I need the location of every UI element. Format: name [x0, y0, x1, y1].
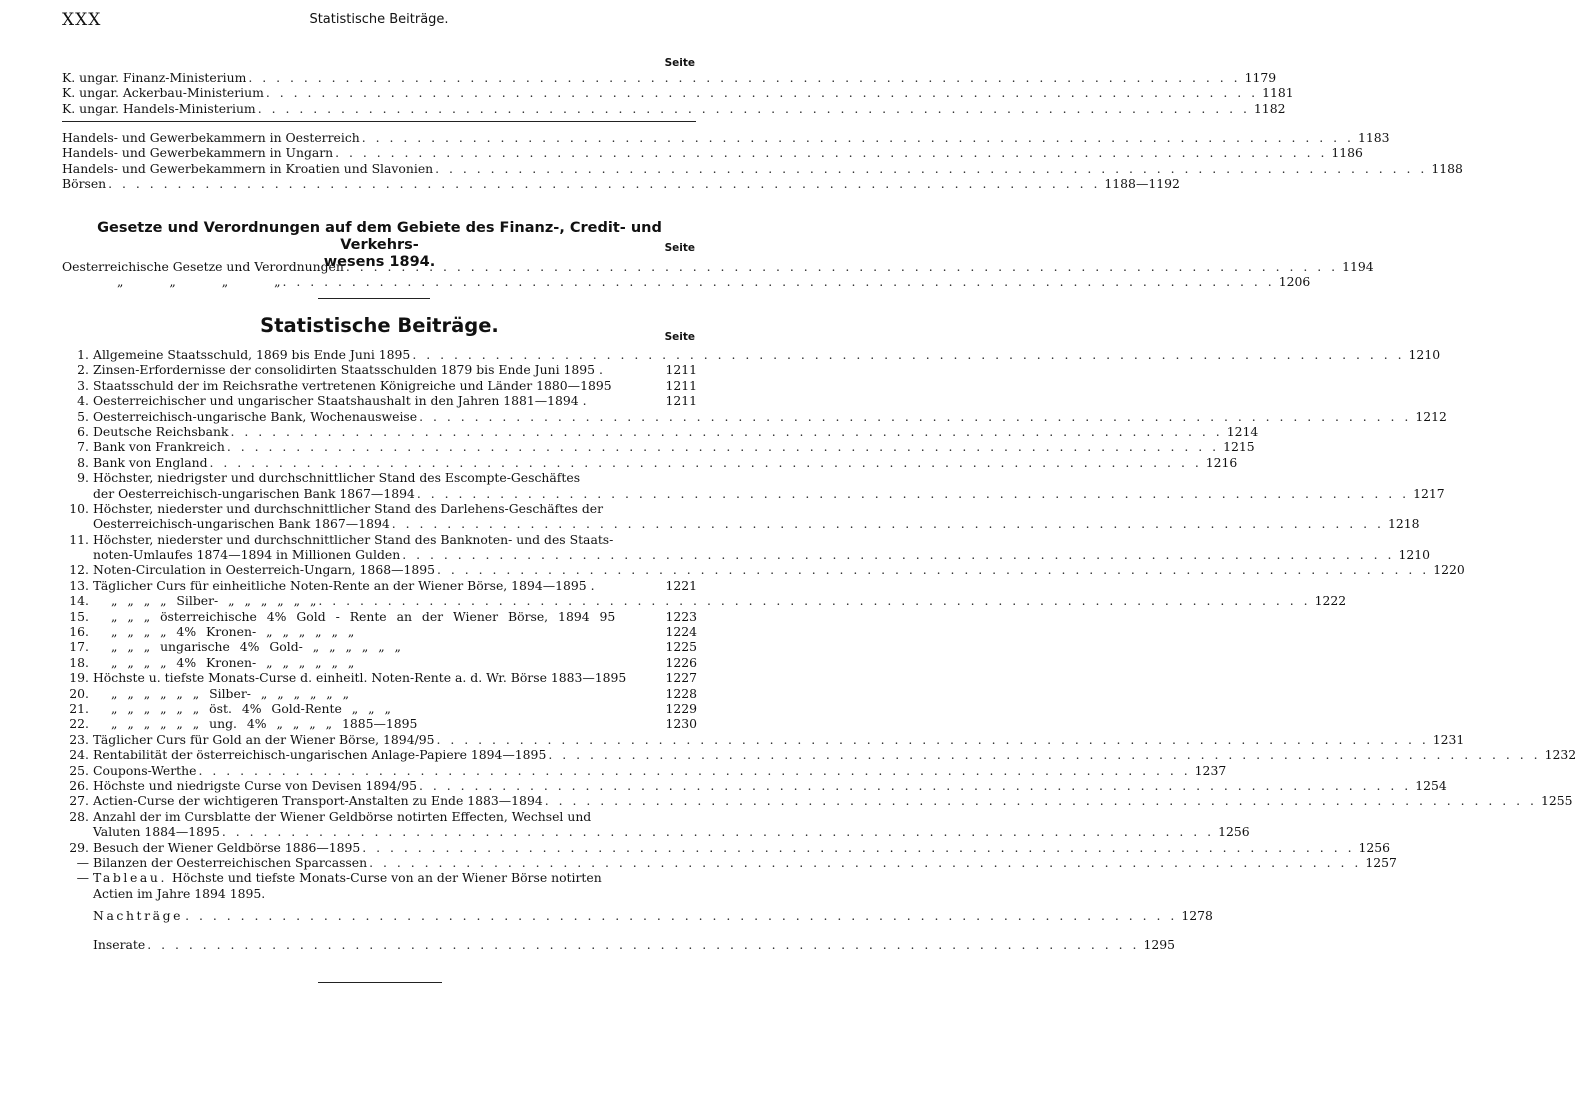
- leader-dots: [367, 855, 1363, 870]
- entry-page: 1211: [665, 362, 697, 378]
- entry-number: 5.: [77, 408, 89, 424]
- entry-number: —: [76, 870, 89, 886]
- entry-label: K. ungar. Ackerbau-Ministerium: [62, 85, 264, 101]
- toc-entry: [62, 562, 1465, 578]
- toc-entry: [62, 886, 697, 901]
- toc-entry: [62, 160, 1463, 176]
- entry-number: 22.: [69, 716, 89, 732]
- toc-entry: [62, 762, 1227, 778]
- toc-entry: [62, 501, 697, 516]
- entry-page: 1228: [665, 685, 697, 701]
- entry-page: 1211: [665, 393, 697, 409]
- leader-dots: [208, 455, 1204, 470]
- leader-dots: [410, 347, 1406, 362]
- entry-number: 6.: [77, 423, 89, 439]
- entry-page: 1210: [1408, 347, 1441, 362]
- entry-page: 1223: [665, 608, 697, 624]
- toc-entry: [62, 393, 697, 408]
- leader-dots: [543, 793, 1539, 808]
- leader-dots: [106, 176, 1102, 191]
- toc-entry: [62, 609, 697, 624]
- entry-number: 2.: [77, 362, 89, 378]
- entry-page: 1229: [665, 700, 697, 716]
- toc-entry: [62, 731, 1465, 747]
- entry-page: 1218: [1387, 516, 1420, 532]
- entry-number: 21.: [69, 700, 89, 716]
- entry-label: Allgemeine Staatsschuld, 1869 bis Ende Juni 1895: [93, 347, 411, 362]
- entry-label: Oesterreichisch-ungarische Bank, Wochenausweise: [93, 408, 418, 424]
- entry-label: Coupons-Werthe: [93, 762, 197, 778]
- gesetze-heading-line2: wesens 1894.: [323, 254, 436, 270]
- entry-label: Staatsschuld der im Reichsrathe vertretenen Königreiche und Länder 1880—1895: [93, 377, 612, 393]
- toc-entry: [62, 176, 1180, 192]
- entry-label: Handels- und Gewerbekammern in Ungarn: [62, 145, 334, 161]
- toc-entry: [62, 716, 697, 731]
- entry-number: 9.: [77, 470, 89, 486]
- entry-label: Bilanzen der Oesterreichischen Sparcassen: [93, 854, 368, 870]
- leader-dots: [433, 161, 1429, 176]
- entry-label: Handels- und Gewerbekammern in Oesterreich: [62, 130, 360, 145]
- leader-dots: [281, 274, 1277, 289]
- entry-page: 1188—1192: [1104, 176, 1180, 192]
- nachtraege-entry: [62, 908, 1213, 923]
- entry-label: Börsen: [62, 176, 107, 192]
- entry-number: 17.: [69, 639, 89, 655]
- entry-number: 8.: [77, 454, 89, 470]
- entry-page: 1227: [665, 670, 697, 686]
- entry-number: 14.: [69, 593, 89, 609]
- toc-entry: [62, 100, 1286, 116]
- section-divider: [62, 121, 696, 122]
- entry-page: 1255: [1540, 793, 1573, 809]
- inserate-entry: [62, 937, 1175, 952]
- toc-entry: [62, 532, 697, 547]
- entry-label: Handels- und Gewerbekammern in Kroatien und Slavonien: [62, 160, 434, 176]
- nachtraege-page: 1278: [1181, 908, 1213, 923]
- entry-label: „ „ „ „ „ „ Silber- „ „ „ „ „ „: [111, 685, 350, 701]
- entry-number: 4.: [77, 393, 89, 409]
- entry-page: 1179: [1244, 70, 1277, 85]
- entry-page: 1225: [665, 639, 697, 655]
- section-statistik: [62, 347, 1576, 901]
- gesetze-heading-line1: Gesetze und Verordnungen auf dem Gebiete des Finanz-, Credit- und Verkehrs-: [97, 220, 662, 253]
- entry-page: 1220: [1433, 562, 1465, 578]
- toc-entry: [62, 408, 1447, 424]
- entry-label: „ „ „ „ Silber- „ „ „ „ „ „: [111, 593, 317, 609]
- entry-label: Täglicher Curs für Gold an der Wiener Börse, 1894/95: [93, 731, 435, 747]
- toc-entry: [62, 854, 1397, 870]
- section-divider: [318, 298, 430, 299]
- leader-dots: [417, 778, 1413, 793]
- entry-page: 1215: [1223, 439, 1255, 455]
- toc-entry: [62, 274, 1311, 290]
- entry-label: Deutsche Reichsbank: [93, 423, 229, 439]
- entry-number: 26.: [69, 777, 89, 793]
- toc-entry: [62, 839, 1391, 855]
- entry-page: 1254: [1415, 777, 1447, 793]
- entry-label: „ „ „ „ „ „ ung. 4% „ „ „ „ 1885—1895: [111, 716, 418, 732]
- toc-entry: [62, 485, 1445, 501]
- entry-label: Bank von Frankreich: [93, 439, 225, 455]
- leader-dots: [360, 130, 1356, 145]
- entry-page: 1256: [1358, 839, 1391, 855]
- entry-number: 1.: [77, 347, 89, 362]
- entry-number: 27.: [69, 793, 89, 809]
- entry-number: 7.: [77, 439, 89, 455]
- toc-entry: [62, 593, 1347, 609]
- toc-entry: [62, 362, 697, 377]
- leader-dots: [400, 547, 1396, 562]
- toc-entry: [62, 701, 697, 716]
- leader-dots: [225, 439, 1221, 454]
- toc-entry: [62, 470, 697, 485]
- toc-entry: [62, 130, 1390, 145]
- seite-label: Seite: [664, 57, 695, 69]
- inserate-label: Inserate: [93, 937, 146, 952]
- entry-label: „ „ „ „ 4% Kronen- „ „ „ „ „ „: [111, 624, 355, 640]
- page-number: XXX: [62, 10, 102, 30]
- inserate-page: 1295: [1143, 937, 1175, 952]
- section-gesetze: [62, 259, 1374, 290]
- entry-label: „ „ „ österreichische 4% Gold - Rente an der Wiener Börse, 1894 95: [111, 608, 616, 624]
- toc-entry: [62, 378, 697, 393]
- toc-entry: [62, 793, 1573, 809]
- entry-label: „ „ „ „: [117, 274, 281, 290]
- entry-label: der Oesterreichisch-ungarischen Bank 1867—1894: [93, 485, 415, 501]
- entry-page: 1212: [1415, 408, 1447, 424]
- entry-label: K. ungar. Handels-Ministerium: [62, 100, 256, 116]
- entry-page: 1256: [1218, 824, 1250, 840]
- running-title: Statistische Beiträge.: [309, 12, 449, 27]
- entry-label: „ „ „ „ „ „ öst. 4% Gold-Rente „ „ „: [111, 700, 391, 716]
- leader-dots: [546, 747, 1542, 762]
- leader-dots: [220, 824, 1216, 839]
- entry-page: 1257: [1365, 854, 1397, 870]
- entry-number: 16.: [69, 624, 89, 640]
- entry-number: 10.: [69, 500, 89, 516]
- toc-entry: [62, 639, 697, 654]
- entry-number: 13.: [69, 577, 89, 593]
- entry-page: 1222: [1314, 593, 1347, 609]
- entry-number: 3.: [77, 377, 89, 393]
- entry-number: —: [76, 854, 89, 870]
- entry-label: Höchster, niederster und durchschnittlicher Stand des Darlehens-Geschäftes der: [93, 500, 604, 516]
- toc-entry: [62, 423, 1259, 439]
- entry-page: 1210: [1398, 547, 1431, 563]
- entry-number: 23.: [69, 731, 89, 747]
- entry-page: 1194: [1342, 259, 1374, 274]
- toc-entry: [62, 516, 1420, 532]
- entry-label: Anzahl der im Cursblatte der Wiener Geldbörse notirten Effecten, Wechsel und: [93, 808, 592, 824]
- entry-label: Täglicher Curs für einheitliche Noten-Rente an der Wiener Börse, 1894—1895 .: [93, 577, 595, 593]
- toc-entry: [62, 547, 1431, 563]
- toc-entry: [62, 809, 697, 824]
- entry-page: 1231: [1432, 731, 1465, 747]
- leader-dots: [256, 101, 1252, 116]
- entry-label: Oesterreichischer und ungarischer Staatshaushalt in den Jahren 1881—1894 .: [93, 393, 587, 409]
- toc-entry: [62, 777, 1447, 793]
- toc-entry: [62, 454, 1238, 470]
- leader-dots: [333, 145, 1329, 160]
- entry-page: 1237: [1194, 762, 1227, 778]
- entry-page: 1186: [1331, 145, 1363, 161]
- toc-entry: [62, 908, 1213, 923]
- entry-number: 20.: [69, 685, 89, 701]
- toc-entry: [62, 870, 697, 885]
- entry-label: Höchste und tiefste Monats-Curse von an der Wiener Börse notirten: [172, 870, 602, 886]
- toc-entry: [62, 259, 1374, 274]
- entry-label: Actien im Jahre 1894 1895.: [93, 885, 266, 901]
- entry-page: 1211: [665, 377, 697, 393]
- entry-page: 1224: [665, 624, 697, 640]
- nachtraege-label: Nachträge: [93, 908, 184, 923]
- section-ministerien: [62, 70, 1294, 116]
- entry-page: 1226: [665, 654, 697, 670]
- toc-entry: [62, 578, 697, 593]
- entry-page: 1221: [665, 577, 697, 593]
- entry-page: 1181: [1262, 85, 1294, 101]
- entry-number: 19.: [69, 670, 89, 686]
- entry-label: Höchster, niedrigster und durchschnittlicher Stand des Escompte-Geschäftes: [93, 470, 581, 486]
- entry-label: Bank von England: [93, 454, 208, 470]
- entry-label: Höchster, niederster und durchschnittlicher Stand des Banknoten- und des Staats-: [93, 531, 614, 547]
- entry-label: Besuch der Wiener Geldbörse 1886—1895: [93, 839, 361, 855]
- toc-entry: [62, 347, 1441, 362]
- seite-label: Seite: [664, 242, 695, 254]
- toc-entry: [62, 747, 1576, 763]
- entry-label: „ „ „ ungarische 4% Gold- „ „ „ „ „ „: [111, 639, 401, 655]
- entry-label-spaced: Tableau.: [93, 870, 168, 886]
- entry-label: Zinsen-Erfordernisse der consolidirten Staatsschulden 1879 bis Ende Juni 1895 .: [93, 362, 603, 378]
- entry-number: 11.: [69, 531, 89, 547]
- entry-number: 15.: [69, 608, 89, 624]
- toc-entry: [62, 624, 697, 639]
- entry-page: 1217: [1413, 485, 1445, 501]
- seite-label: Seite: [664, 331, 695, 343]
- closing-rule: [318, 982, 442, 983]
- toc-entry: [62, 670, 697, 685]
- entry-page: 1188: [1431, 160, 1463, 176]
- leader-dots: [229, 424, 1225, 439]
- toc-entry: [62, 439, 1255, 455]
- toc-entry: [62, 824, 1250, 840]
- entry-label: K. ungar. Finanz-Ministerium: [62, 70, 247, 85]
- leader-dots: [344, 259, 1340, 274]
- toc-entry: [62, 655, 697, 670]
- entry-number: 24.: [69, 747, 89, 763]
- toc-entry: [62, 145, 1363, 161]
- leader-dots: [145, 937, 1141, 952]
- leader-dots: [316, 593, 1312, 608]
- toc-entry: [62, 85, 1294, 101]
- entry-page: 1214: [1226, 423, 1259, 439]
- entry-label: „ „ „ „ 4% Kronen- „ „ „ „ „ „: [111, 654, 355, 670]
- entry-label: Höchste und niedrigste Curse von Devisen 1894/95: [93, 777, 417, 793]
- section-kammern: [62, 130, 1463, 192]
- entry-page: 1182: [1253, 100, 1286, 116]
- leader-dots: [196, 763, 1192, 778]
- entry-label: Actien-Curse der wichtigeren Transport-Anstalten zu Ende 1883—1894: [93, 793, 543, 809]
- leader-dots: [360, 840, 1356, 855]
- leader-dots: [390, 516, 1386, 531]
- toc-entry: [62, 937, 1175, 952]
- entry-label: Valuten 1884—1895: [93, 824, 220, 840]
- entry-label: Rentabilität der österreichisch-ungarischen Anlage-Papiere 1894—1895: [93, 747, 547, 763]
- toc-entry: [62, 70, 1277, 85]
- entry-number: 12.: [69, 562, 89, 578]
- entry-label: Noten-Circulation in Oesterreich-Ungarn, 1868—1895: [93, 562, 436, 578]
- entry-label: noten-Umlaufes 1874—1894 in Millionen Gulden: [93, 547, 401, 563]
- entry-label: Höchste u. tiefste Monats-Curse d. einheitl. Noten-Rente a. d. Wr. Börse 1883—1895: [93, 670, 627, 686]
- entry-page: 1206: [1278, 274, 1311, 290]
- entry-page: 1183: [1357, 130, 1390, 145]
- leader-dots: [183, 908, 1179, 923]
- entry-number: 25.: [69, 762, 89, 778]
- statistik-heading: Statistische Beiträge.: [260, 314, 499, 337]
- entry-number: 29.: [69, 839, 89, 855]
- entry-label: Oesterreichisch-ungarischen Bank 1867—1894: [93, 516, 390, 532]
- entry-number: 18.: [69, 654, 89, 670]
- leader-dots: [417, 409, 1413, 424]
- entry-page: 1230: [665, 716, 697, 732]
- entry-label: Oesterreichische Gesetze und Verordnungen: [62, 259, 344, 274]
- entry-page: 1232: [1544, 747, 1576, 763]
- leader-dots: [246, 70, 1242, 85]
- leader-dots: [435, 562, 1431, 577]
- toc-entry: [62, 686, 697, 701]
- leader-dots: [415, 486, 1411, 501]
- leader-dots: [435, 732, 1431, 747]
- leader-dots: [264, 85, 1260, 100]
- entry-page: 1216: [1205, 454, 1238, 470]
- running-head: [62, 10, 696, 34]
- entry-number: 28.: [69, 808, 89, 824]
